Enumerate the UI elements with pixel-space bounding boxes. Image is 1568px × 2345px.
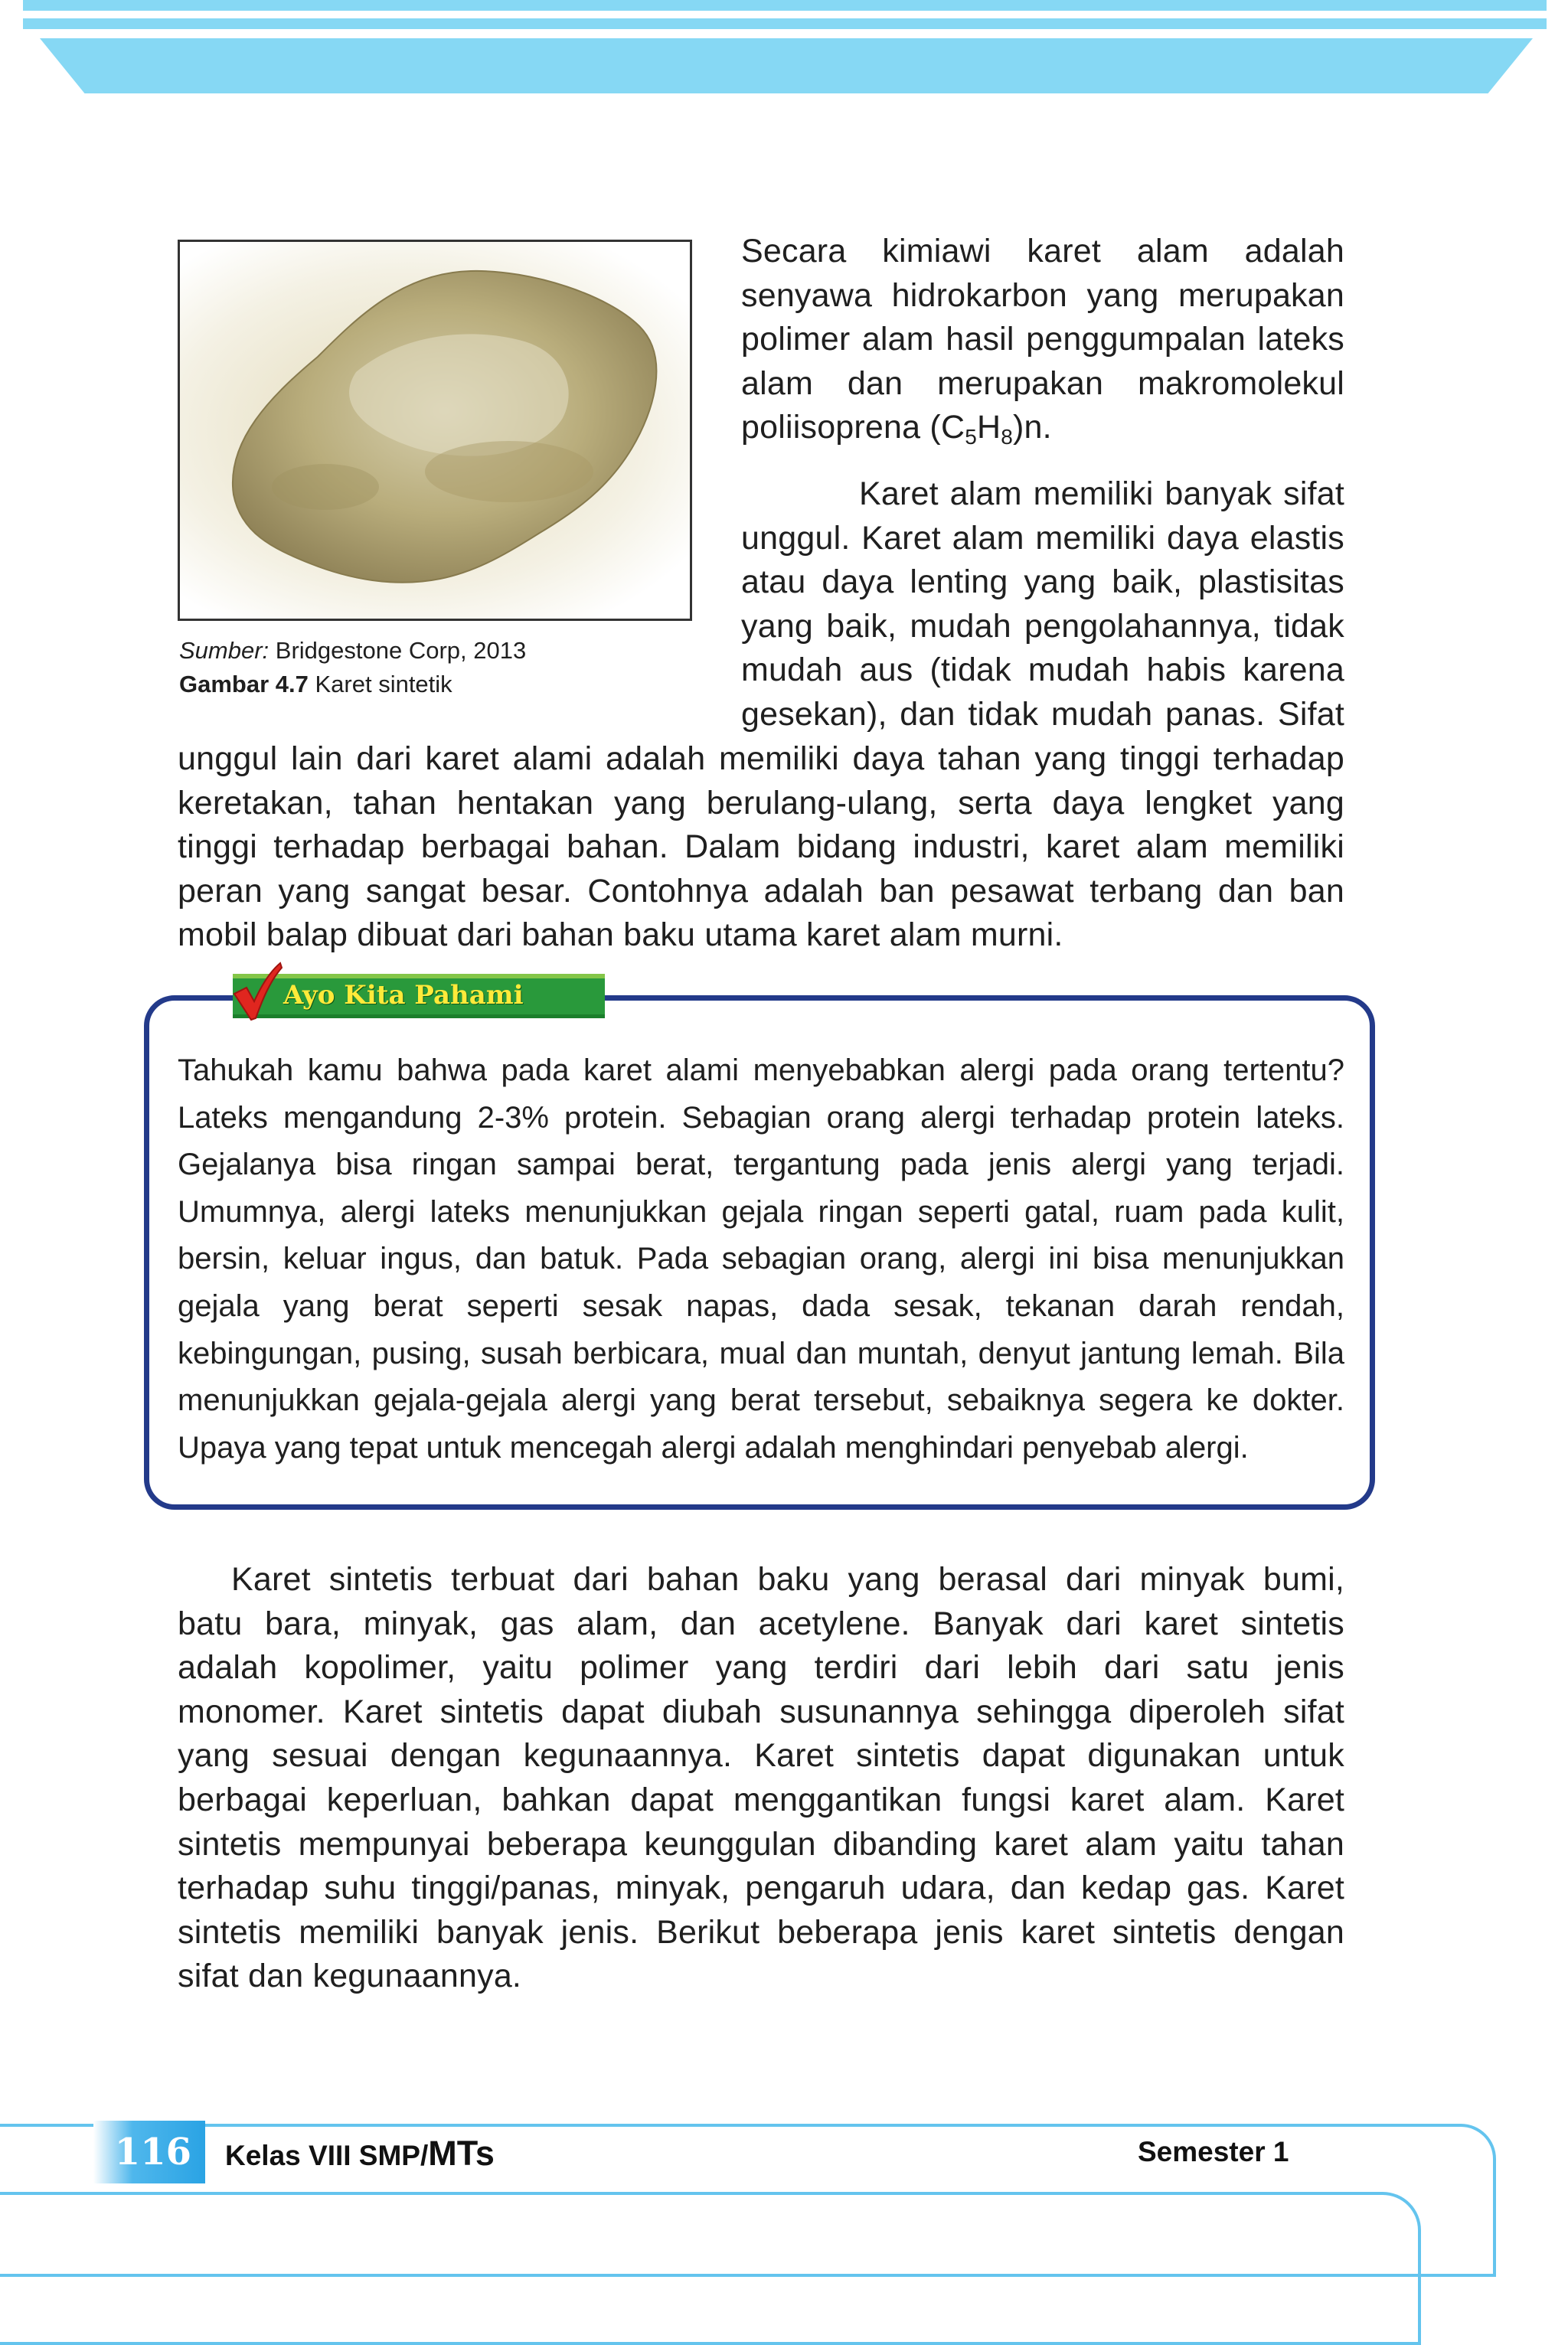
paragraph-natural-rubber-properties-right xyxy=(741,472,1344,737)
text-line: mobil balap dibuat dari bahan baku utama karet alam murni. xyxy=(178,916,1063,954)
text-line: mudah aus (tidak mudah habis karena xyxy=(741,652,1344,689)
text-line: adalah kopolimer, yaitu polimer yang terdiri dari lebih dari satu jenis xyxy=(178,1649,1344,1687)
text-line: tinggi terhadap berbagai bahan. Dalam bidang industri, karet alam memiliki xyxy=(178,828,1344,866)
checkmark-icon xyxy=(230,962,283,1023)
text-line: Secara kimiawi karet alam adalah xyxy=(741,233,1344,269)
text-line: Lateks mengandung 2-3% protein. Sebagian orang alergi terhadap protein lateks. xyxy=(178,1100,1344,1135)
header-stripe-middle xyxy=(23,18,1547,29)
paragraph-synthetic-rubber xyxy=(178,1558,1344,1999)
header-stripe-top xyxy=(23,0,1547,11)
figure-rubber-photo xyxy=(178,240,692,621)
text-line: yang baik, mudah pengolahannya, tidak xyxy=(741,607,1344,645)
text-line: bersin, keluar ingus, dan batuk. Pada sebagian orang, alergi ini bisa menunjukkan xyxy=(178,1242,1344,1276)
text-line: sifat dan kegunaannya. xyxy=(178,1958,522,1995)
text-line: alam dan merupakan makromolekul xyxy=(741,364,1344,402)
figure-source: Sumber: Bridgestone Corp, 2013 xyxy=(179,637,527,664)
text-line: sintetis memiliki banyak jenis. Berikut beberapa jenis karet sintetis dengan xyxy=(178,1913,1344,1951)
text-line: senyawa hidrokarbon yang merupakan xyxy=(741,276,1344,314)
info-box-label xyxy=(233,974,605,1018)
text-line: Umumnya, alergi lateks menunjukkan gejala ringan seperti gatal, ruam pada kulit, xyxy=(178,1194,1344,1229)
paragraph-natural-rubber-chemistry xyxy=(741,230,1344,450)
text-line: Karet alam memiliki banyak sifat xyxy=(859,475,1344,512)
text-line: polimer alam hasil penggumpalan lateks xyxy=(741,321,1344,358)
text-line: kebingungan, pusing, susah berbicara, mual dan muntah, denyut jantung lemah. Bila xyxy=(178,1336,1344,1370)
text-line: unggul lain dari karet alami adalah memiliki daya tahan yang tinggi terhadap xyxy=(178,740,1344,777)
text-line: terhadap suhu tinggi/panas, minyak, pengaruh udara, dan kedap gas. Karet xyxy=(178,1870,1344,1907)
text-line: berbagai keperluan, bahkan dapat menggantikan fungsi karet alam. Karet xyxy=(178,1781,1344,1818)
footer-semester: Semester 1 xyxy=(1138,2136,1289,2167)
text-line: Gejalanya bisa ringan sampai berat, tergantung pada jenis alergi yang terjadi. xyxy=(178,1148,1344,1182)
info-box-title: Ayo Kita Pahami xyxy=(283,980,524,1011)
footer-frame-inner xyxy=(0,2192,1421,2345)
text-line: unggul. Karet alam memiliki daya elastis xyxy=(741,519,1344,557)
rubber-lump-image xyxy=(180,242,690,619)
text-line: yang sesuai dengan kegunaannya. Karet sintetis dapat digunakan untuk xyxy=(178,1737,1344,1775)
paragraph-natural-rubber-properties-full xyxy=(178,737,1344,958)
text-line: gesekan), dan tidak mudah panas. Sifat xyxy=(741,695,1344,733)
header-band xyxy=(40,38,1533,93)
text-line: Tahukah kamu bahwa pada karet alami menyebabkan alergi pada orang tertentu? xyxy=(178,1053,1344,1087)
text-line: peran yang sangat besar. Contohnya adalah ban pesawat terbang dan ban xyxy=(178,872,1344,910)
text-line: sintetis mempunyai beberapa keunggulan dibanding karet alam yaitu tahan xyxy=(178,1825,1344,1863)
figure-caption: Gambar 4.7 Karet sintetik xyxy=(179,671,452,697)
text-line: keretakan, tahan hentakan yang berulang-ulang, serta daya lengket yang xyxy=(178,784,1344,821)
text-line: Upaya yang tepat untuk mencegah alergi adalah menghindari penyebab alergi. xyxy=(178,1430,1249,1465)
text-line: monomer. Karet sintetis dapat diubah susunannya sehingga diperoleh sifat xyxy=(178,1693,1344,1730)
text-line: batu bara, minyak, gas alam, dan acetylene. Banyak dari karet sintetis xyxy=(178,1605,1344,1642)
text-line: gejala yang berat seperti sesak napas, dada sesak, tekanan darah rendah, xyxy=(178,1288,1344,1323)
footer-class-label: Kelas VIII SMP/MTs xyxy=(225,2134,495,2173)
text-line: Karet sintetis terbuat dari bahan baku yang berasal dari minyak bumi, xyxy=(231,1561,1344,1598)
text-line: menunjukkan gejala-gejala alergi yang berat tersebut, sebaiknya segera ke dokter. xyxy=(178,1383,1344,1418)
formula-line: poliisoprena $(C_5H_8)n$. xyxy=(741,409,1052,449)
page-number: 116 xyxy=(114,2131,191,2174)
text-line: atau daya lenting yang baik, plastisitas xyxy=(741,563,1344,601)
page-number-badge xyxy=(93,2121,205,2183)
info-box-text xyxy=(178,1047,1344,1471)
